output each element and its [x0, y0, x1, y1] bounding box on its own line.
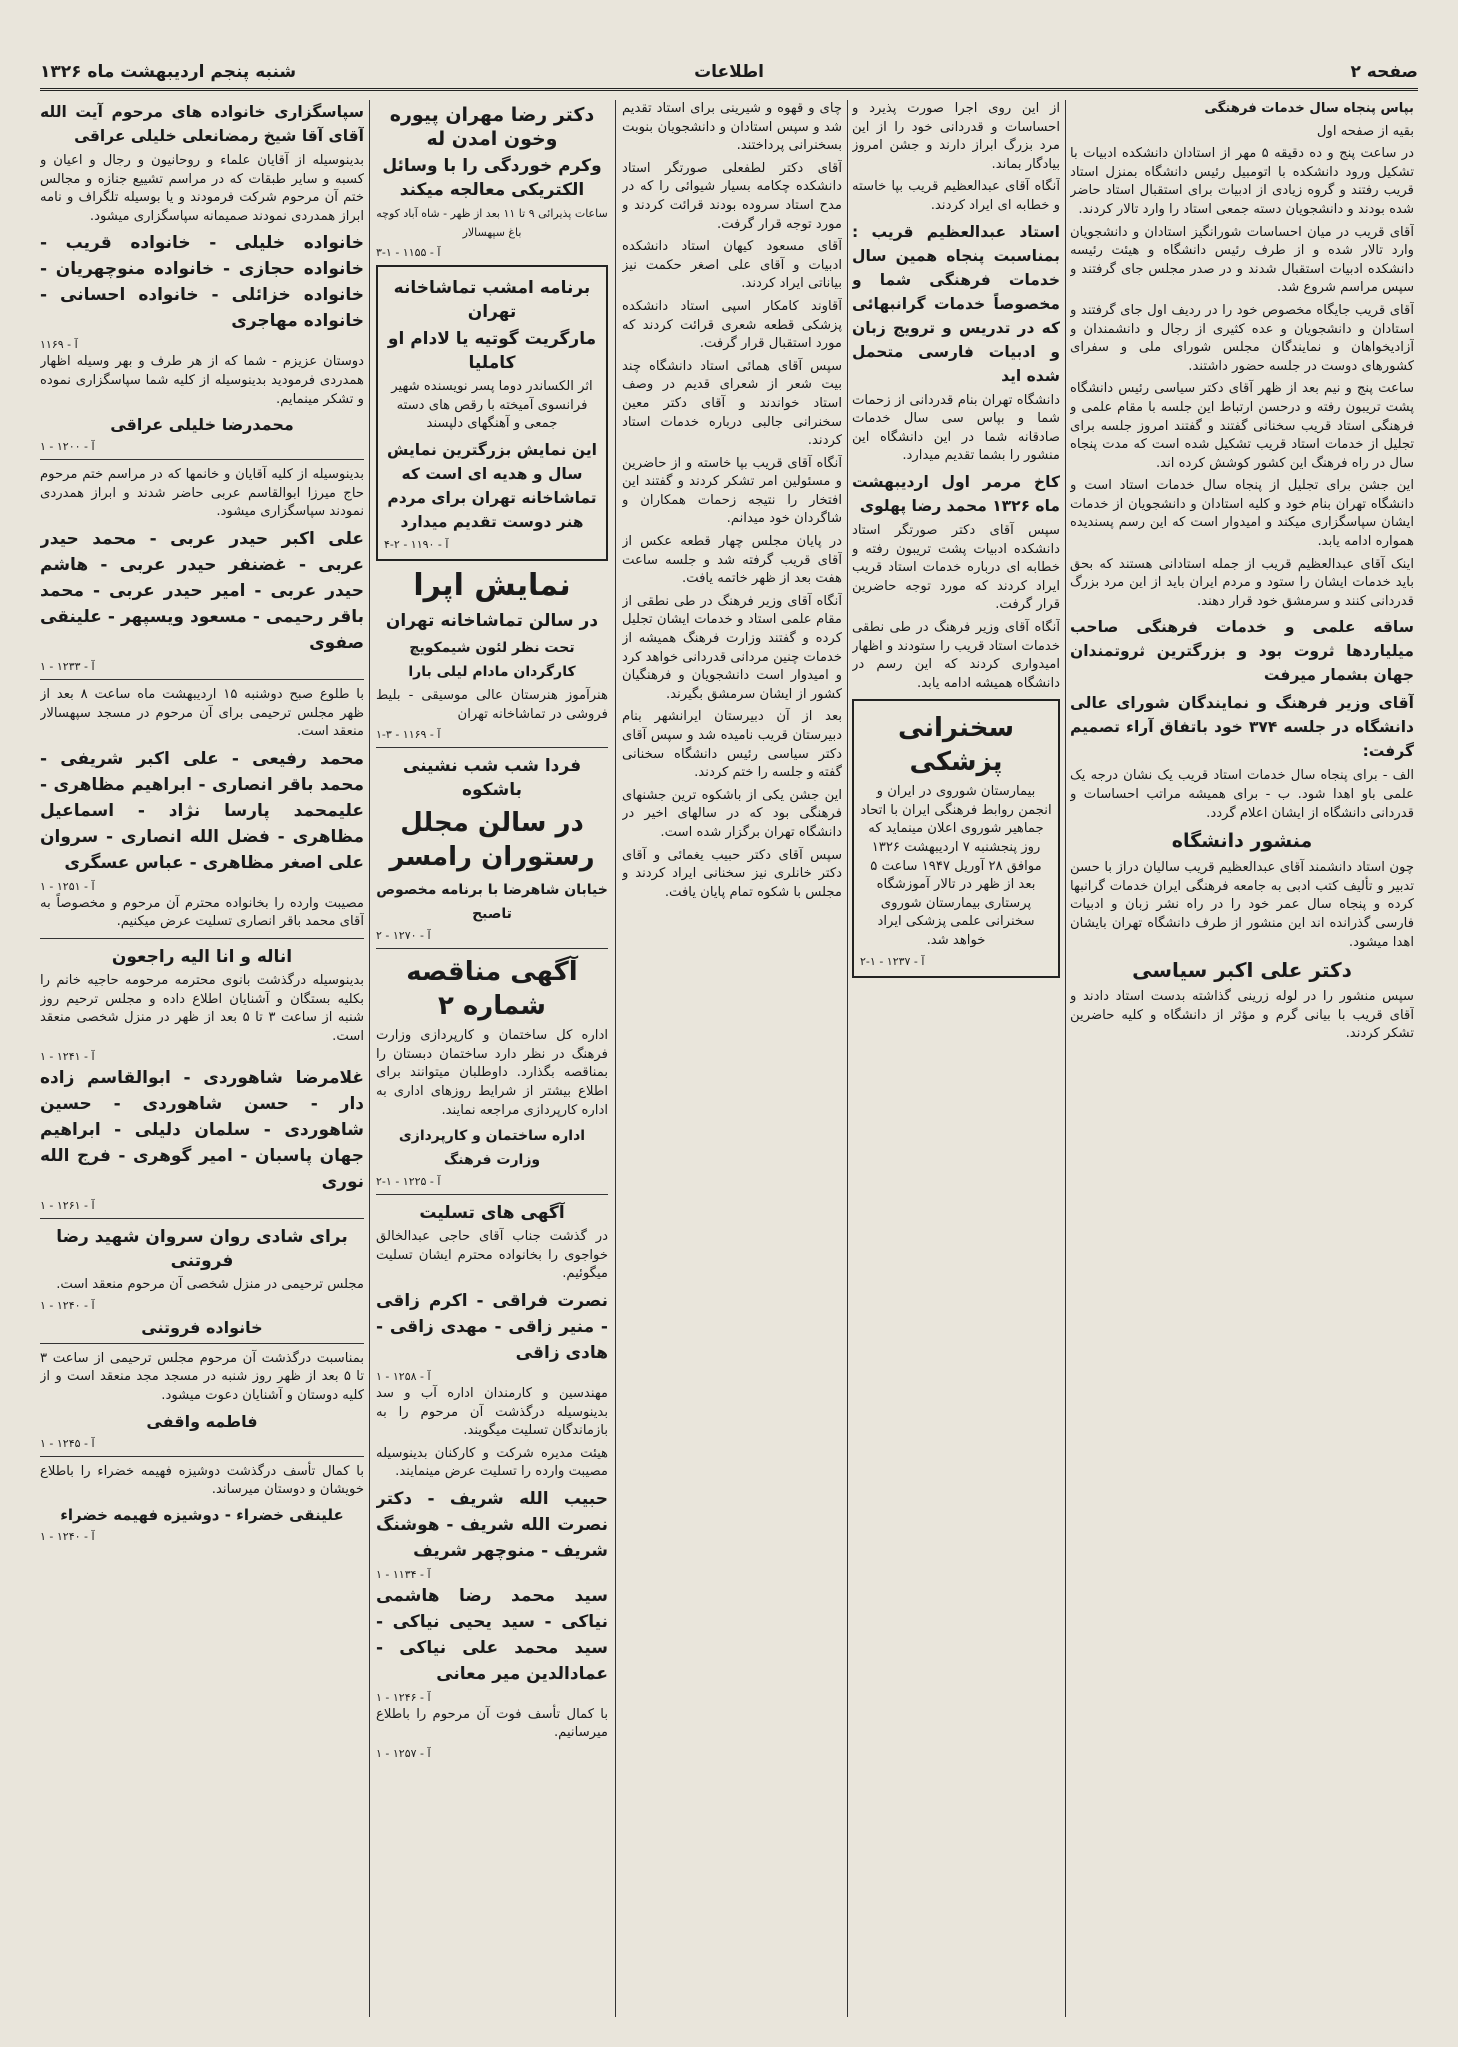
- paragraph: آنگاه آقای وزیر فرهنگ در طی نطقی خدمات استاد قریب را ستودند و اظهار امیدواری کردند که این رسم در دانشگاه همیشه ادامه یابد.: [852, 619, 1060, 691]
- page-header: [40, 58, 1418, 91]
- paragraph: بدینوسیله از آقایان علماء و روحانیون و رجال و اعیان و کسبه و سایر طبقات که در مراسم تشییع جنازه و مجالس ختم آن مرحوم شرکت فرمودند و یا بوسیله تلگراف و نامه ابراز همدردی نمودند صمیمانه سپاسگزاری میشود.: [40, 153, 364, 224]
- ad-code: آ - ۱۲۵۸ - ۱: [376, 1369, 431, 1383]
- ad-code: آ - ۱۱۶۹ - ۳-۱: [376, 728, 441, 742]
- ad-doctor-sub: وکرم خوردگی را با وسائل الکتریکی معالجه میکند: [382, 156, 602, 200]
- medical-lecture-box: [852, 699, 1060, 977]
- opera-director: تحت نظر لئون شیمکویچ کارگردان مادام لیلی بارا: [408, 639, 576, 680]
- ad-code: آ - ۱۲۴۵ - ۱: [40, 1436, 95, 1450]
- ad-code: آ - ۱۲۴۶ - ۱: [376, 1690, 431, 1704]
- ad-code: آ - ۱۱۶۹: [40, 338, 78, 352]
- paragraph: سپس منشور را در لوله زرینی گذاشته بدست استاد دادند و آقای قریب با بیانی گرم و مؤثر از دانشگاه و کلیه حاضرین تشکر کردند.: [1070, 989, 1414, 1042]
- paragraph: مهندسین و کارمندان اداره آب و سد بدینوسیله درگذشت آن مرحوم را به بازماندگان تسلیت میگویند.: [376, 1385, 608, 1439]
- ad-code: آ - ۱۲۶۱ - ۱: [40, 1199, 95, 1213]
- ad-code: آ - ۱۲۳۳ - ۱: [40, 659, 95, 673]
- continued-note: بقیه از صفحه اول: [1316, 123, 1414, 139]
- ad-code: آ - ۱۲۰۰ - ۱: [40, 440, 95, 454]
- ad-code: آ - ۱۲۵۷ - ۱: [376, 1747, 431, 1761]
- tender-signature: اداره ساختمان و کارپردازی وزارت فرهنگ: [398, 1128, 586, 1169]
- article-headline: بپاس پنجاه سال خدمات فرهنگی: [1204, 101, 1414, 116]
- party-address: خیابان شاهرضا با برنامه مخصوص تاصبح: [376, 882, 608, 923]
- paragraph: آنگاه آقای قریب بپا خاسته و از حاضرین و مسئولین امر تشکر کردند و گفتند این افتخار را نتیجه زحمات همکاران و شاگردان خود میدانم.: [622, 455, 842, 527]
- names-list: سید محمد رضا هاشمی نیاکی - سید یحیی نیاکی - سید محمد علی نیاکی - عمادالدین میر معانی: [376, 1585, 608, 1684]
- party-venue: در سالن مجلل رستوران رامسر: [389, 808, 595, 873]
- ad-doctor-hours: ساعات پذیرائی ۹ تا ۱۱ بعد از ظهر - شاه آباد کوچه باغ سپهسالار: [376, 207, 608, 239]
- notice-title: اناله و انا الیه راجعون: [111, 946, 293, 967]
- notice-title: برای شادی روان سروان شهید رضا فروتنی: [56, 1227, 348, 1272]
- paragraph: آقاوند کامکار اسپی استاد دانشکده پزشکی قطعه شعری قرائت کردند که مورد استقبال قرار گرفت.: [622, 298, 842, 352]
- paragraph: بمناسبت درگذشت آن مرحوم مجلس ترحیمی از ساعت ۳ تا ۵ بعد از ظهر روز شنبه در مسجد مجد منعقد است و از کلیه دوستان و آشنایان دعوت میشود.: [40, 1350, 364, 1404]
- opera-venue: در سالن تماشاخانه تهران: [385, 610, 599, 631]
- ad-code: آ - ۱۲۳۷ - ۱-۲: [860, 954, 925, 968]
- subheading: منشور دانشگاه: [1171, 830, 1313, 853]
- ad-code: آ - ۱۲۴۰ - ۱: [40, 1298, 95, 1312]
- notice-title: سپاسگزاری خانواده های مرحوم آیت الله آقای آقا شیخ رمضانعلی خلیلی عراقی: [40, 103, 364, 145]
- paragraph: چون استاد دانشمند آقای عبدالعظیم قریب سالیان دراز با حسن تدبیر و تألیف کتب ادبی به جامعه فرهنگی ایران خدمات گرانبها کرده و پنجاه سال عمر خود را در راه نشر زبان و ادبیات فارسی گذرانده اند این منشور از طرف دانشگاه تهران بایشان اهدا میشود.: [1070, 860, 1414, 950]
- paragraph: بدینوسیله از کلیه آقایان و خانمها که در مراسم ختم مرحوم حاج میرزا ابوالقاسم عربی حاضر شدند و ابراز همدردی نمودند سپاسگزاری میشود.: [40, 467, 364, 520]
- column-article-continued-2: [622, 100, 842, 2017]
- paragraph: آقای قریب جایگاه مخصوص خود را در ردیف اول جای گرفتند و استادان و دانشجویان و عده کثیری از رجال و دانشمندان و آزادیخواهان و نمایندگان مجلس شورای ملی و سفرای کشورهای دوست در جلسه حضور داشتند.: [1070, 302, 1414, 374]
- bold-paragraph: این نمایش بزرگترین نمایش سال و هدیه ای است که تماشاخانه تهران برای مردم هنر دوست تقدیم میدارد: [387, 440, 597, 531]
- bold-paragraph: استاد عبدالعظیم قریب : بمناسبت پنجاه همین سال خدمات فرهنگی شما و مخصوصاً خدمات گرانبهائی که در تدریس و ترویج زبان و ادبیات فارسی متحمل شده اید: [852, 222, 1060, 385]
- bold-paragraph: کاخ مرمر اول اردیبهشت ماه ۱۳۲۶ محمد رضا پهلوی: [852, 472, 1060, 515]
- signature: خانواده فروتنی: [141, 1317, 263, 1337]
- paragraph: سپس آقای دکتر حبیب یغمائی و آقای دکتر خانلری نیز سخنانی ایراد کردند و مجلس با شکوه تمام پایان یافت.: [622, 847, 842, 900]
- issue-date: شنبه پنجم اردیبهشت ماه ۱۳۲۶: [40, 62, 297, 82]
- paragraph: اینک آقای عبدالعظیم قریب از جمله استادانی هستند که بحق باید خدمات ایشان را ستود و مردم ایران باید از این مرد بزرگ قدردانی کنند و سرمشق خود قرار دهند.: [1070, 556, 1414, 609]
- tender-title: آگهی مناقصه شماره ۲: [406, 957, 578, 1022]
- names-list: نصرت فراقی - اکرم زاقی - منیر زاقی - مهدی زاقی - هادی زاقی: [376, 1290, 608, 1363]
- paragraph: سپس آقای دکتر صورتگر استاد دانشکده ادبیات پشت تریبون رفته و خطابه ای درباره خدمات استاد قریب ایراد کردند که مورد توجه حاضرین قرار گرفت.: [852, 522, 1060, 613]
- column-notices: [40, 100, 364, 2017]
- paragraph: ساعت پنج و نیم بعد از ظهر آقای دکتر سیاسی رئیس دانشگاه پشت تریبون رفته و درحسن ارتباط این جلسه با مقام علمی و فرهنگی استاد قریب سخنانی گفتند و گفتند امروز جلسه برای تجلیل از خدمات استاد قریب تشکیل شده است که مدت پنجاه سال در راه فرهنگ این کشور کوشش کرده اند.: [1070, 381, 1414, 471]
- page-number: صفحه ۲: [1350, 62, 1418, 82]
- paragraph: مجلس ترحیمی در منزل شخصی آن مرحوم منعقد است.: [56, 1277, 364, 1293]
- box-title: برنامه امشب تماشاخانه تهران: [393, 278, 591, 323]
- paragraph: در گذشت جناب آقای حاجی عبدالخالق خواجوی را بخانواده محترم ایشان تسلیت میگوئیم.: [376, 1229, 608, 1282]
- party-title: فردا شب شب نشینی باشکوه: [402, 756, 582, 801]
- paragraph: آقای دکتر لطفعلی صورتگر استاد دانشکده چکامه بسیار شیوائی را که در مدح استاد سروده بودند قرائت کردند و مورد توجه قرار گرفت.: [622, 160, 842, 232]
- column-article-continued: [852, 100, 1060, 2017]
- names-list: علی اکبر حیدر عربی - محمد حیدر عربی - غضنفر حیدر عربی - هاشم حیدر عربی - امیر حیدر عربی - محمد باقر رحیمی - مسعود ویسپهر - علینقی صفوی: [40, 528, 364, 653]
- names-list: حبیب الله شریف - دکتر نصرت الله شریف - هوشنگ شریف - منوچهر شریف: [376, 1488, 608, 1561]
- paragraph: در ساعت پنج و ده دقیقه ۵ مهر از استادان دانشکده ادبیات با تشکیل ورود دانشکده با اتومبیل رئیس دانشگاه بمنزل استاد قریب رفتند و گروه زیادی از ادبیات برای استقبال استاد حاضر شده بودند و دانشجویان دسته جمعی استاد را وارد تالار کردند.: [1070, 146, 1414, 217]
- ad-code: آ - ۱۱۹۰ - ۲-۴: [384, 537, 449, 551]
- bold-paragraph: ساقه علمی و خدمات فرهنگی صاحب میلیاردها ثروت بود و بزرگترین ثروتمندان جهان بشمار میرفت: [1070, 618, 1414, 685]
- names-list: خانواده خلیلی - خانواده قریب - خانواده حجازی - خانواده منوچهریان - خانواده خزائلی - خانواده احسانی - خانواده مهاجری: [40, 233, 364, 332]
- ad-code: آ - ۱۲۴۰ - ۱: [40, 1529, 95, 1543]
- column-main-article: [1070, 100, 1414, 2017]
- opera-title: نمایش اپرا: [413, 567, 571, 603]
- signature: علینقی خضراء - دوشیزه فهیمه خضراء: [60, 1505, 344, 1524]
- ad-code: آ - ۱۲۲۵ - ۱-۲: [376, 1175, 441, 1189]
- condolence-title: آگهی های تسلیت: [419, 1203, 565, 1224]
- signature: محمدرضا خلیلی عراقی: [110, 415, 294, 435]
- paragraph: آقای قریب در میان احساسات شورانگیز استادان و دانشجویان وارد تالار شده و از طرف رئیس دانشگاه و هیئت رئیسه دانشکده ادبیات استقبال شدند و در صدر مجلس جای گرفتند و سپس مراسم شروع شد.: [1070, 224, 1414, 296]
- paragraph: بدینوسیله درگذشت بانوی محترمه مرحومه حاجیه خانم را بکلیه بستگان و آشنایان اطلاع داده و مجلس ترحیم روز شنبه از ساعت ۳ تا ۵ بعد از ظهر در منزل شخصی منعقد است.: [40, 972, 364, 1044]
- paragraph: بعد از آن دبیرستان ایرانشهر بنام دبیرستان قریب نامیده شد و سپس آقای دکتر سیاسی رئیس دانشگاه سخنانی گفته و جلسه را ختم کردند.: [622, 709, 842, 781]
- paragraph: هنرآموز هنرستان عالی موسیقی - بلیط فروشی در تماشاخانه تهران: [376, 687, 608, 722]
- paragraph: با کمال تأسف درگذشت دوشیزه فهیمه خضراء را باطلاع خویشان و دوستان میرساند.: [40, 1463, 364, 1498]
- paragraph: با طلوع صبح دوشنبه ۱۵ اردیبهشت ماه ساعت ۸ بعد از ظهر مجلس ترحیمی برای آن مرحوم در مسجد سپهسالار منعقد است.: [40, 686, 364, 740]
- names-list: غلامرضا شاهوردی - ابوالقاسم زاده دار - حسن شاهوردی - حسین شاهوردی - سلمان دلیلی - ابراهیم جهان پاسبان - امیر گوهری - فرج الله نوری: [40, 1068, 364, 1193]
- paragraph: اداره کل ساختمان و کارپردازی وزارت فرهنگ در نظر دارد ساختمان دبستان را بمناقصه بگذارد. داوطلبان میتوانند برای اطلاع بیشتر از شرایط روزهای اداری به اداره کارپردازی مراجعه نمایند.: [376, 1028, 608, 1118]
- paragraph: هیئت مدیره شرکت و کارکنان بدینوسیله مصیبت وارده را تسلیت عرض مینمایند.: [376, 1445, 608, 1480]
- ad-code: آ - ۱۲۵۱ - ۱: [40, 879, 95, 893]
- paragraph: در پایان مجلس چهار قطعه عکس از آقای قریب گرفته شد و جلسه ساعت هفت بعد از ظهر خاتمه یافت.: [622, 534, 842, 587]
- ad-code: آ - ۱۱۳۴ - ۱: [376, 1567, 431, 1581]
- paragraph: آنگاه آقای وزیر فرهنگ در طی نطقی از مقام علمی استاد و خدمات ایشان تجلیل کرده و گفتند وزارت فرهنگ همیشه از خدمات چنین مردانی قدردانی خواهد کرد و امیدوار است دانشجویان و فرهنگیان کشور از ایشان سرمشق بگیرند.: [622, 593, 842, 702]
- paragraph: الف - برای پنجاه سال خدمات استاد قریب یک نشان درجه یک علمی باو اهدا شود. ب - برای همیشه مراتب احساسات و قدردانی دانشگاه از ایشان اعلام گردد.: [1070, 768, 1414, 821]
- ad-code: آ - ۱۲۷۰ - ۲: [376, 929, 431, 943]
- theater-program-box: [376, 265, 608, 561]
- column-ads: [376, 100, 608, 2017]
- signature: فاطمه واقفی: [146, 1411, 258, 1431]
- paragraph: با کمال تأسف فوت آن مرحوم را باطلاع میرسانیم.: [376, 1706, 608, 1741]
- paragraph: دوستان عزیزم - شما که از هر طرف و بهر وسیله اظهار همدردی فرمودید بدینوسیله از کلیه شما سپاسگزاری نموده و تشکر مینمایم.: [40, 354, 364, 407]
- paragraph: دانشگاه تهران بنام قدردانی از زحمات شما و بپاس سی سال خدمات صادقانه شما در این دانشگاه این منشور را بشما تقدیم میدارد.: [852, 392, 1060, 464]
- ad-code: آ - ۱۱۵۵ - ۱-۳: [376, 246, 441, 260]
- paragraph: آقای مسعود کیهان استاد دانشکده ادبیات و آقای علی اصغر حکمت نیز بیاناتی ایراد کردند.: [622, 239, 842, 292]
- paragraph: آنگاه آقای عبدالعظیم قریب بپا خاسته و خطابه ای ایراد کردند.: [852, 179, 1060, 213]
- bold-paragraph: آقای وزیر فرهنگ و نمایندگان شورای عالی دانشگاه در جلسه ۳۷۴ خود باتفاق آراء تصمیم گرفت:: [1070, 694, 1414, 761]
- paragraph: چای و قهوه و شیرینی برای استاد تقدیم شد و سپس استادان و دانشجویان بنوبت بسخنرانی پرداختند.: [622, 101, 842, 154]
- paragraph: بیمارستان شوروی در ایران و انجمن روابط فرهنگی ایران با اتحاد جماهیر شوروی اعلان مینماید که روز پنجشنبه ۷ اردیبهشت ۱۳۲۶ موافق ۲۸ آوریل ۱۹۴۷ ساعت ۵ بعد از ظهر در تالار آموزشگاه پرستاری بیمارستان شوروی سخنرانی علمی پزشکی ایراد خواهد شد.: [860, 784, 1052, 949]
- paragraph: اثر الکساندر دوما پسر نویسنده شهیر فرانسوی آمیخته با رقص های دسته جمعی و آهنگهای دلپسند: [391, 379, 593, 432]
- play-title: مارگریت گوتیه یا لادام او کاملیا: [387, 329, 597, 374]
- paragraph: از این روی اجرا صورت پذیرد و احساسات و قدردانی خود را از این مرد بزرگ ابراز دارند و جشن امروز بیادگار بماند.: [852, 101, 1060, 172]
- paragraph: سپس آقای همائی استاد دانشگاه چند بیت شعر از شعرای قدیم در وصف استاد خواندند و آقای دکتر معین سخنرانی جالبی درباره خدمات استاد کردند.: [622, 358, 842, 449]
- ad-code: آ - ۱۲۴۱ - ۱: [40, 1050, 95, 1064]
- paragraph: این جشن برای تجلیل از پنجاه سال خدمات استاد است و دانشگاه تهران بنام خود و کلیه استادان و دانشجویان از خدمات ایشان سپاسگزاری میکند و امیدوار است که این رسم پسندیده همواره ادامه یابد.: [1070, 478, 1414, 550]
- names-list: محمد رفیعی - علی اکبر شریفی - محمد باقر انصاری - ابراهیم مظاهری - علیمحمد پارسا نژاد - اسماعیل مظاهری - فضل الله انصاری - سروان علی اصغر مظاهری - عباس عسگری: [40, 748, 364, 873]
- newspaper-name: اطلاعات: [694, 62, 764, 82]
- paragraph: این جشن یکی از باشکوه ترین جشنهای فرهنگی بود که در سالهای اخیر در دانشگاه تهران برگزار شده است.: [622, 787, 842, 840]
- signature: دکتر علی اکبر سیاسی: [1132, 958, 1352, 983]
- ad-doctor-title: دکتر رضا مهران پیوره وخون امدن له: [389, 104, 595, 150]
- paragraph: مصیبت وارده را بخانواده محترم آن مرحوم و مخصوصاً به آقای محمد باقر انصاری تسلیت عرض میکنیم.: [40, 895, 364, 930]
- box-title: سخنرانی پزشکی: [897, 713, 1015, 778]
